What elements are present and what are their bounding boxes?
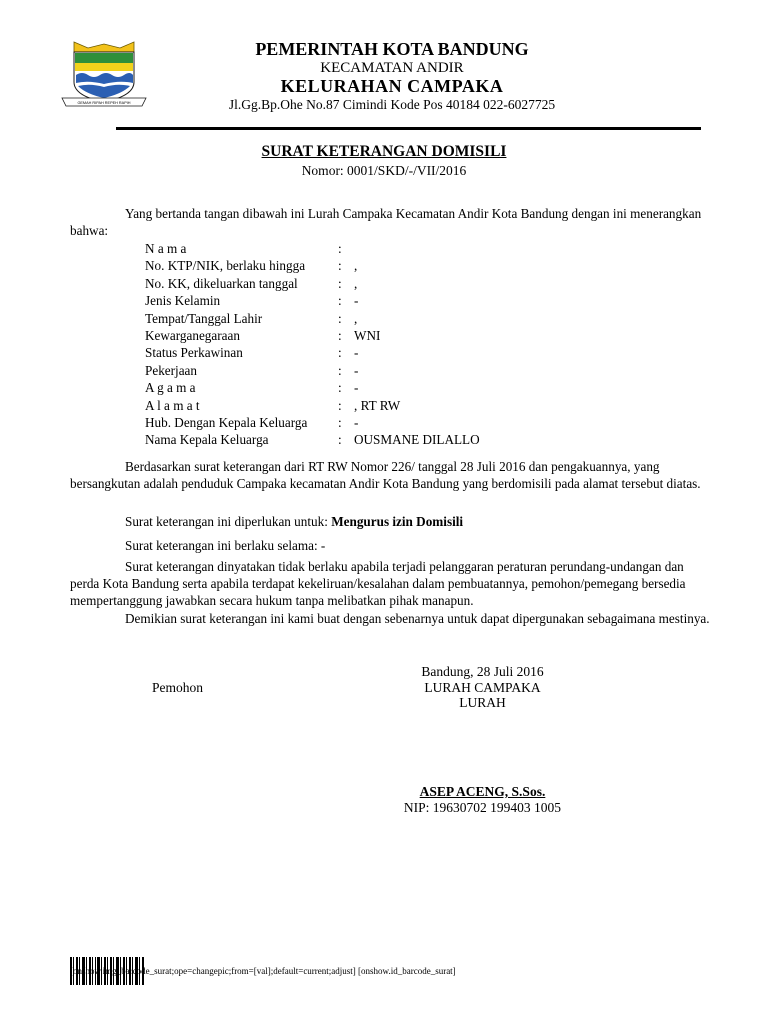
field-value: ,	[354, 258, 358, 274]
validity-paragraph: Surat keterangan ini berlaku selama: -	[125, 538, 326, 553]
closing-paragraph: Demikian surat keterangan ini kami buat dengan sebenarnya untuk dapat dipergunakan sebagaimana mestinya.	[125, 611, 710, 626]
field-label: No. KK, dikeluarkan tanggal	[145, 275, 298, 291]
field-colon: :	[338, 362, 342, 378]
field-label: Jenis Kelamin	[145, 293, 221, 309]
basis-paragraph: Berdasarkan surat keterangan dari RT RW Nomor 226/ tanggal 28 Juli 2016 dan pengakuannya, yang bersangkutan adalah penduduk Campaka kecamatan Andir Kota Bandung yang berdomisili pada alamat tersebut diatas.	[70, 459, 701, 491]
disclaimer-paragraph: Surat keterangan dinyatakan tidak berlaku apabila terjadi pelanggaran peraturan perundang-undangan dan perda Kota Bandung serta apabila terdapat kekeliruan/kesalahan dalam pembuatannya, pemohon/pemegang bersedia mempertanggung jawabkan secara hukum tanpa melibatkan pihak manapun.	[70, 559, 686, 608]
field-colon: :	[338, 293, 342, 309]
field-value: -	[354, 362, 359, 378]
field-value: -	[354, 345, 359, 361]
field-value: -	[354, 414, 359, 430]
field-value: ,	[354, 310, 358, 326]
field-colon: :	[338, 414, 342, 430]
field-colon: :	[338, 397, 342, 413]
field-label: Hub. Dengan Kepala Keluarga	[145, 414, 308, 430]
field-label: Tempat/Tanggal Lahir	[145, 310, 263, 326]
place-date: Bandung, 28 Juli 2016	[421, 664, 544, 679]
field-colon: :	[338, 241, 342, 256]
field-label: N a m a	[145, 241, 187, 256]
office-title: LURAH CAMPAKA	[424, 680, 541, 695]
field-colon: :	[338, 345, 342, 361]
field-value: , RT RW	[354, 397, 401, 413]
purpose-prefix: Surat keterangan ini diperlukan untuk:	[125, 514, 332, 529]
field-value: ,	[354, 275, 358, 291]
field-label: A l a m a t	[145, 397, 200, 413]
field-colon: :	[338, 380, 342, 396]
field-value: -	[354, 380, 359, 396]
district-heading: KECAMATAN ANDIR	[320, 60, 464, 76]
field-value: WNI	[354, 327, 381, 343]
emblem-motto: GEMAH RIPAH REPEH RAPIH	[77, 101, 131, 105]
field-label: Kewarganegaraan	[145, 327, 240, 343]
field-value: -	[354, 293, 359, 309]
field-label: Pekerjaan	[145, 362, 197, 378]
field-colon: :	[338, 327, 342, 343]
field-label: No. KTP/NIK, berlaku hingga	[145, 258, 306, 274]
position-title: LURAH	[459, 695, 506, 710]
field-label: A g a m a	[145, 380, 196, 396]
official-nip: NIP: 19630702 199403 1005	[403, 800, 562, 815]
document-title: SURAT KETERANGAN DOMISILI	[261, 143, 507, 160]
purpose-value: Mengurus izin Domisili	[331, 514, 464, 529]
field-colon: :	[338, 275, 342, 291]
intro-paragraph: Yang bertanda tangan dibawah ini Lurah Campaka Kecamatan Andir Kota Bandung dengan ini menerangkan bahwa:	[70, 206, 702, 238]
field-label: Status Perkawinan	[145, 345, 243, 361]
field-colon: :	[338, 310, 342, 326]
government-heading: PEMERINTAH KOTA BANDUNG	[255, 39, 529, 59]
applicant-label: Pemohon	[152, 680, 204, 695]
field-colon: :	[338, 258, 342, 274]
barcode-template-code: [onshow.img_barcode_surat;ope=changepic;from=[val];default=current;adjust] [onshow.id_barcode_surat]	[70, 966, 456, 976]
field-value: OUSMANE DILALLO	[354, 432, 480, 448]
field-label: Nama Kepala Keluarga	[145, 432, 269, 448]
purpose-paragraph	[70, 513, 710, 530]
official-name: ASEP ACENG, S.Sos.	[419, 784, 546, 799]
village-heading: KELURAHAN CAMPAKA	[280, 76, 504, 96]
field-colon: :	[338, 432, 342, 448]
office-address: Jl.Gg.Bp.Ohe No.87 Cimindi Kode Pos 40184 022-6027725	[228, 97, 556, 112]
letterhead-divider	[116, 127, 701, 130]
document-number: Nomor: 0001/SKD/-/VII/2016	[301, 163, 467, 178]
